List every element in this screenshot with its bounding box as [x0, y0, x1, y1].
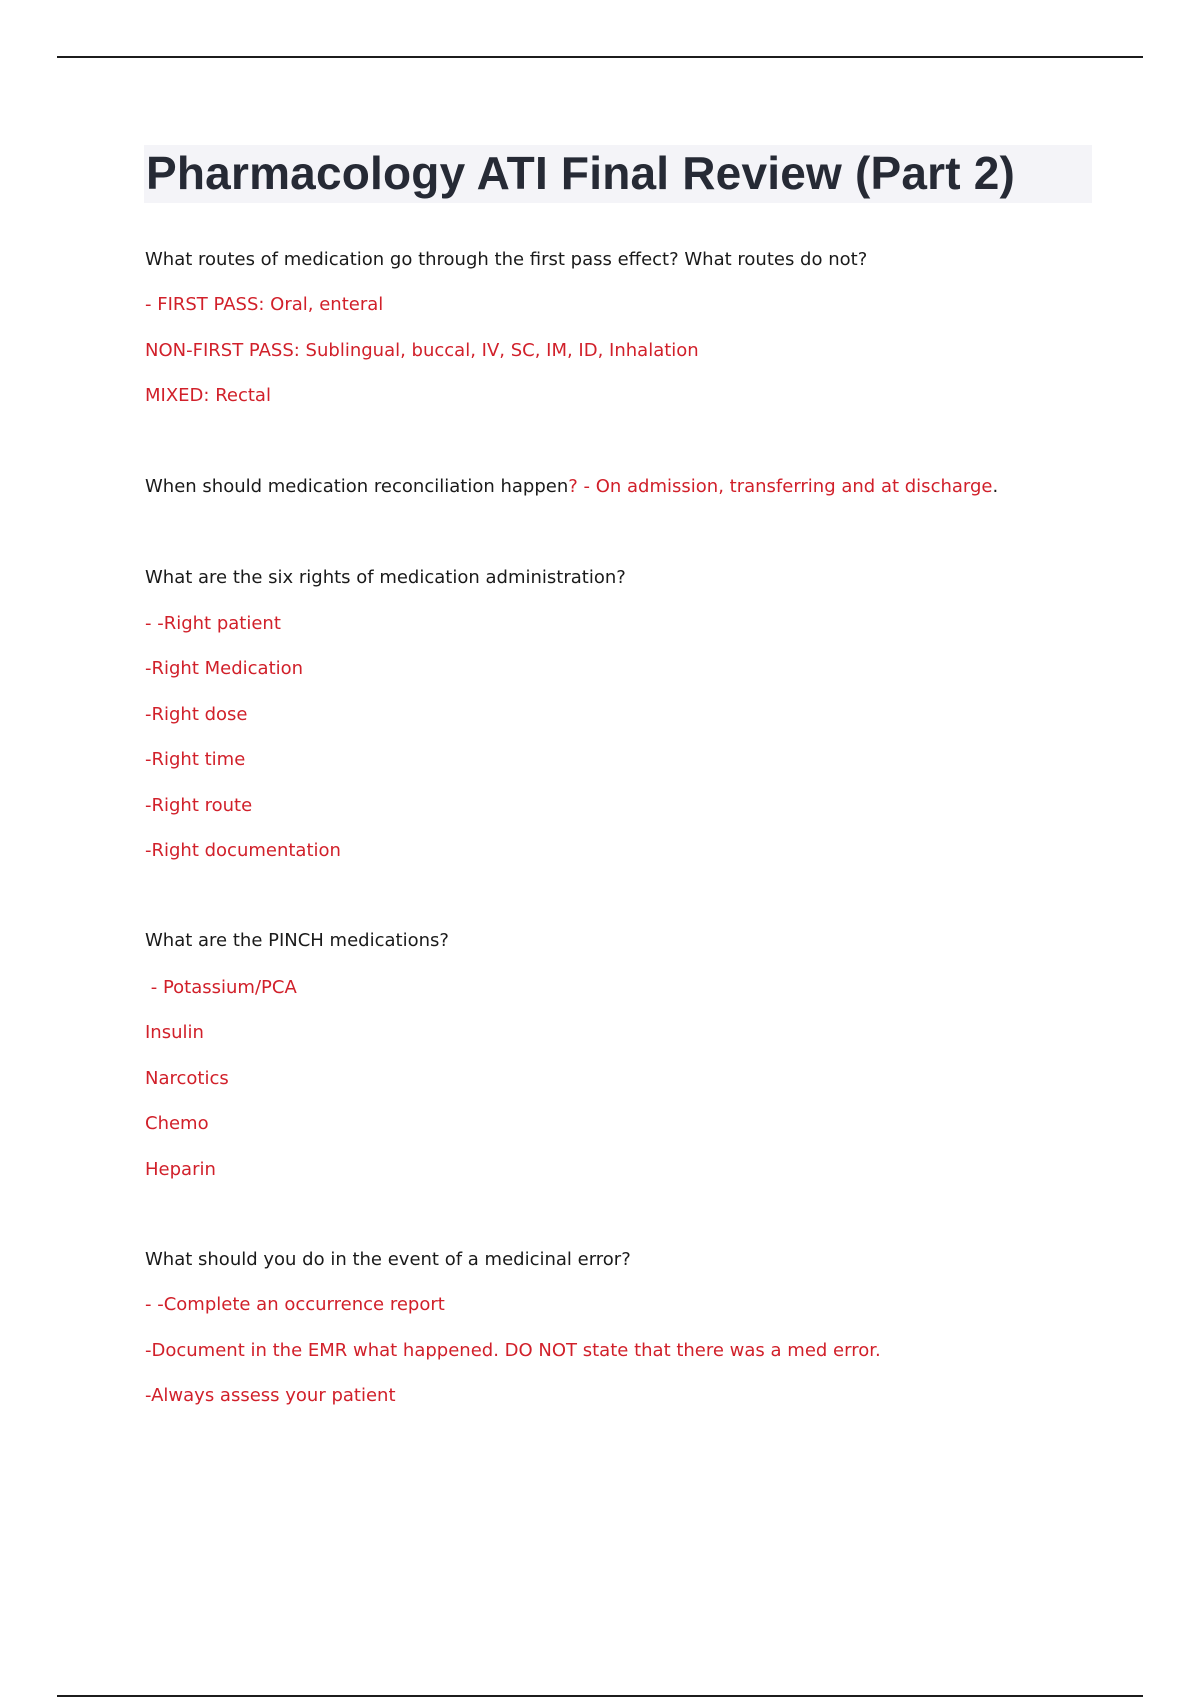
answer-line: - Potassium/PCA — [145, 977, 297, 998]
answer-line: MIXED: Rectal — [145, 385, 271, 406]
question-six-rights: What are the six rights of medication administration? — [145, 567, 626, 588]
trailing-period: . — [992, 476, 999, 497]
answer-line: -Right Medication — [145, 658, 304, 679]
question-text: When should medication reconciliation happen — [145, 476, 569, 497]
top-rule — [57, 56, 1143, 58]
question-first-pass: What routes of medication go through the first pass effect? What routes do not? — [145, 249, 868, 270]
answer-line: -Right documentation — [145, 840, 341, 861]
answer-line: - -Right patient — [145, 613, 281, 634]
answer-line: -Document in the EMR what happened. DO NOT state that there was a med error. — [145, 1340, 881, 1361]
answer-line: -Right dose — [145, 704, 248, 725]
answer-line: -Right route — [145, 795, 253, 816]
answer-line: Insulin — [145, 1022, 204, 1043]
answer-line: -Right time — [145, 749, 246, 770]
inline-answer: ? - On admission, transferring and at discharge — [568, 476, 993, 497]
bottom-rule — [57, 1695, 1143, 1697]
answer-line: NON-FIRST PASS: Sublingual, buccal, IV, SC, IM, ID, Inhalation — [145, 340, 699, 361]
page-title: Pharmacology ATI Final Review (Part 2) — [146, 147, 1016, 199]
answer-line: -Always assess your patient — [145, 1385, 396, 1406]
question-pinch: What are the PINCH medications? — [145, 930, 449, 951]
question-med-reconciliation — [145, 474, 998, 500]
question-med-error: What should you do in the event of a medicinal error? — [145, 1249, 631, 1270]
answer-line: - FIRST PASS: Oral, enteral — [145, 294, 384, 315]
answer-line: Chemo — [145, 1113, 209, 1134]
answer-line: Heparin — [145, 1159, 216, 1180]
answer-line: Narcotics — [145, 1068, 229, 1089]
answer-line: - -Complete an occurrence report — [145, 1294, 445, 1315]
